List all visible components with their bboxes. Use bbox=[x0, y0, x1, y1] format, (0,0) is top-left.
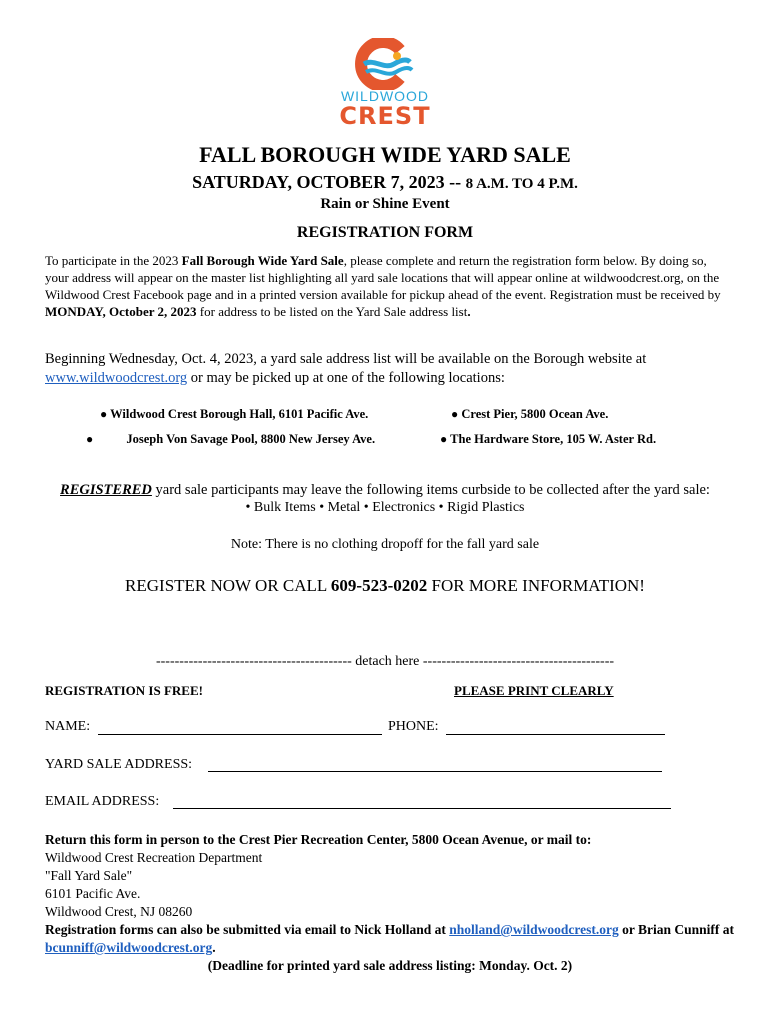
nholland-email-link[interactable]: nholland@wildwoodcrest.org bbox=[449, 922, 619, 937]
location-item bbox=[451, 407, 608, 422]
register-text-1: REGISTER NOW OR CALL bbox=[125, 576, 331, 595]
mailing-address-line: Wildwood Crest, NJ 08260 bbox=[45, 904, 193, 919]
phone-field[interactable] bbox=[446, 734, 665, 735]
intro-bold-3: . bbox=[467, 304, 471, 319]
borough-website-link[interactable]: www.wildwoodcrest.org bbox=[45, 370, 188, 386]
return-heading: Return this form in person to the Crest Pier Recreation Center, 5800 Ocean Avenue, or mail to: bbox=[45, 832, 592, 847]
address-label: YARD SALE ADDRESS: bbox=[45, 757, 193, 772]
form-title: REGISTRATION FORM bbox=[296, 224, 474, 241]
event-time: 8 A.M. TO 4 P.M. bbox=[465, 176, 578, 192]
curbside-items: • Bulk Items • Metal • Electronics • Rigid Plastics bbox=[245, 500, 525, 515]
phone-number: 609-523-0202 bbox=[330, 576, 428, 595]
crest-logo-icon bbox=[320, 38, 450, 90]
register-callout bbox=[0, 576, 770, 596]
location-item bbox=[440, 432, 656, 447]
location-label: Joseph Von Savage Pool, 8800 New Jersey Ave. bbox=[126, 432, 376, 446]
location-item bbox=[100, 407, 368, 422]
intro-text-1: To participate in the 2023 bbox=[45, 253, 182, 268]
curbside-description: yard sale participants may leave the following items curbside to be collected after the yard sale: bbox=[151, 482, 710, 498]
location-label: Crest Pier, 5800 Ocean Ave. bbox=[461, 407, 609, 421]
bullet-icon: ● bbox=[86, 432, 94, 446]
email-text-1: Registration forms can also be submitted via email to Nick Holland at bbox=[45, 922, 450, 937]
intro-text-3: for address to be listed on the Yard Sale address list bbox=[196, 304, 468, 319]
rain-or-shine: Rain or Shine Event bbox=[320, 196, 450, 212]
email-address-field[interactable] bbox=[173, 808, 671, 809]
bullet-icon: ● bbox=[451, 407, 459, 421]
email-label: EMAIL ADDRESS: bbox=[45, 794, 160, 809]
email-text-3: . bbox=[212, 940, 216, 955]
registration-free-label: REGISTRATION IS FREE! bbox=[45, 683, 203, 698]
registered-emphasis: REGISTERED bbox=[60, 482, 152, 498]
name-field[interactable] bbox=[98, 734, 382, 735]
location-label: Wildwood Crest Borough Hall, 6101 Pacific Ave. bbox=[110, 407, 369, 421]
mailing-address-line: Wildwood Crest Recreation Department bbox=[45, 850, 263, 865]
intro-deadline: MONDAY, October 2, 2023 bbox=[45, 304, 197, 319]
yard-sale-address-field[interactable] bbox=[208, 771, 662, 772]
clothing-note: Note: There is no clothing dropoff for the fall yard sale bbox=[230, 537, 540, 552]
page-title: FALL BOROUGH WIDE YARD SALE bbox=[199, 142, 571, 167]
mailing-address-line: 6101 Pacific Ave. bbox=[45, 886, 141, 901]
phone-label: PHONE: bbox=[388, 719, 439, 734]
locations-text-1: Beginning Wednesday, Oct. 4, 2023, a yard sale address list will be available on the Borough website at bbox=[45, 351, 647, 367]
name-label: NAME: bbox=[45, 719, 91, 734]
logo-wordmark-top: WILDWOOD bbox=[340, 88, 430, 104]
logo-wordmark-bottom: CREST bbox=[339, 102, 431, 130]
intro-paragraph bbox=[45, 252, 725, 320]
location-label: The Hardware Store, 105 W. Aster Rd. bbox=[450, 432, 657, 446]
detach-line: ------------------------------------------ detach here ----------------------------------------- bbox=[155, 654, 615, 669]
bullet-icon: ● bbox=[440, 432, 448, 446]
locations-text-2: or may be picked up at one of the following locations: bbox=[187, 370, 505, 386]
locations-intro bbox=[45, 350, 725, 388]
return-instructions bbox=[45, 831, 735, 975]
intro-text-2: , please complete and return the registration form below. By doing so, your address will appear on the master list highlighting all yard sale locations that will appear online at wildwoodcrest.org, on the Wildwood Crest Facebook page and in a printed version available for pickup ahead of the event. Registration must be received by bbox=[45, 253, 721, 302]
event-date bbox=[0, 172, 770, 193]
print-clearly-label: PLEASE PRINT CLEARLY bbox=[454, 683, 614, 698]
mailing-address-line: "Fall Yard Sale" bbox=[45, 868, 133, 883]
email-submission-text bbox=[45, 921, 735, 957]
event-date-text: SATURDAY, OCTOBER 7, 2023 -- bbox=[192, 172, 466, 192]
bcunniff-email-link[interactable]: bcunniff@wildwoodcrest.org bbox=[45, 940, 213, 955]
curbside-text bbox=[0, 482, 770, 499]
wildwood-crest-logo bbox=[320, 38, 450, 130]
deadline-note: (Deadline for printed yard sale address listing: Monday. Oct. 2) bbox=[207, 958, 573, 973]
bullet-icon: ● bbox=[100, 407, 108, 421]
intro-bold-1: Fall Borough Wide Yard Sale bbox=[181, 253, 344, 268]
email-text-2: or Brian Cunniff at bbox=[618, 922, 734, 937]
register-text-2: FOR MORE INFORMATION! bbox=[427, 576, 645, 595]
location-item bbox=[86, 432, 375, 447]
